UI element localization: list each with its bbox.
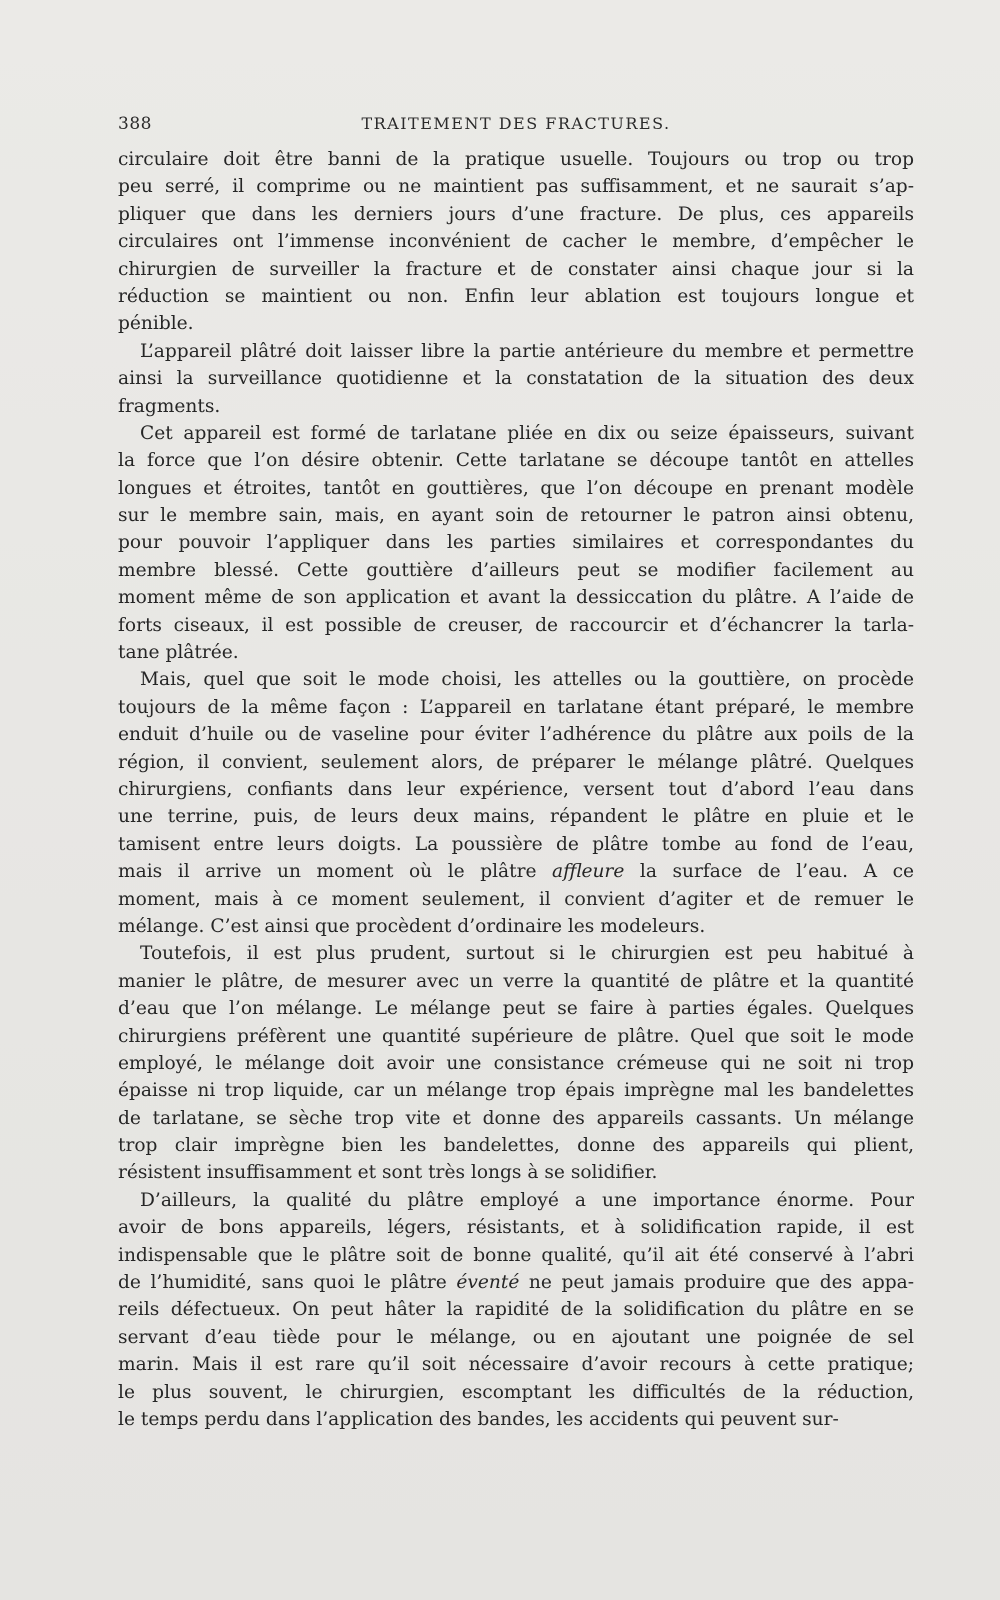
text-line: peu serré, il comprime ou ne maintient pas suffisamment, et ne saurait s’ap- [118,176,914,198]
paragraph [118,146,914,338]
text-line: mais il arrive un moment où le plâtre affleure la surface de l’eau. A ce [118,861,914,883]
text-line: mélange. C’est ainsi que procèdent d’ordinaire les modeleurs. [118,915,706,937]
text-line: région, il convient, seulement alors, de préparer le mélange plâtré. Quelques [118,751,914,773]
text-line: chirurgiens, confiants dans leur expérience, versent tout d’abord l’eau dans [118,778,914,800]
text-line: indispensable que le plâtre soit de bonne qualité, qu’il ait été conservé à l’abri [118,1244,914,1266]
text-line: moment même de son application et avant la dessiccation du plâtre. A l’aide de [118,587,914,609]
text-line: employé, le mélange doit avoir une consistance crémeuse qui ne soit ni trop [118,1052,914,1074]
text-line: sur le membre sain, mais, en ayant soin de retourner le patron ainsi obtenu, [118,505,914,527]
text-line: manier le plâtre, de mesurer avec un verre la quantité de plâtre et la quantité [118,970,914,992]
text-line: d’eau que l’on mélange. Le mélange peut se faire à parties égales. Quelques [118,998,914,1020]
paragraph [118,940,914,1187]
text-line: moment, mais à ce moment seulement, il convient d’agiter et de remuer le [118,888,914,910]
text-line: servant d’eau tiède pour le mélange, ou en ajoutant une poignée de sel [118,1326,914,1348]
paragraph [118,338,914,420]
text-line: reils défectueux. On peut hâter la rapidité de la solidification du plâtre en se [118,1299,914,1321]
text-line: Mais, quel que soit le mode choisi, les attelles ou la gouttière, on procède [140,669,914,691]
page-number: 388 [118,114,152,134]
text-line: pliquer que dans les derniers jours d’une fracture. De plus, ces appareils [118,203,914,225]
text-line: le plus souvent, le chirurgien, escomptant les difficultés de la réduction, [118,1381,914,1403]
text-line: membre blessé. Cette gouttière d’ailleurs peut se modifier facilement au [118,559,914,581]
paragraph [118,420,914,667]
text-line: L’appareil plâtré doit laisser libre la partie antérieure du membre et permettre [140,340,914,362]
text-line: toujours de la même façon : L’appareil en tarlatane étant préparé, le membre [118,696,914,718]
text-line: résistent insuffisamment et sont très longs à se solidifier. [118,1162,658,1184]
text-line: fragments. [118,395,221,417]
text-line: trop clair imprègne bien les bandelettes, donne des appareils qui plient, [118,1135,914,1157]
text-line: épaisse ni trop liquide, car un mélange trop épais imprègne mal les bandelettes [118,1080,914,1102]
text-line: tamisent entre leurs doigts. La poussière de plâtre tombe au fond de l’eau, [118,833,914,855]
page-header [118,114,914,144]
body-text [118,146,914,1433]
paragraph [118,1187,914,1434]
text-line: la force que l’on désire obtenir. Cette tarlatane se découpe tantôt en attelles [118,450,914,472]
text-line: ainsi la surveillance quotidienne et la constatation de la situation des deux [118,368,914,390]
text-line: chirurgien de surveiller la fracture et de constater ainsi chaque jour si la [118,258,914,280]
text-line: avoir de bons appareils, légers, résistants, et à solidification rapide, il est [118,1217,914,1239]
text-line: longues et étroites, tantôt en gouttières, que l’on découpe en prenant modèle [118,477,914,499]
italic-term: éventé [456,1272,520,1294]
text-line: enduit d’huile ou de vaseline pour éviter l’adhérence du plâtre aux poils de la [118,724,914,746]
text-line: pour pouvoir l’appliquer dans les parties similaires et correspondantes du [118,532,914,554]
text-line: réduction se maintient ou non. Enfin leur ablation est toujours longue et [118,285,914,307]
italic-term: affleure [552,861,625,883]
text-line: marin. Mais il est rare qu’il soit nécessaire d’avoir recours à cette pratique; [118,1354,914,1376]
text-line: de tarlatane, se sèche trop vite et donne des appareils cassants. Un mélange [118,1107,914,1129]
text-line: D’ailleurs, la qualité du plâtre employé a une importance énorme. Pour [140,1189,914,1211]
text-line: Cet appareil est formé de tarlatane pliée en dix ou seize épaisseurs, suivant [140,422,914,444]
text-line: le temps perdu dans l’application des bandes, les accidents qui peuvent sur- [118,1408,839,1430]
text-line: de l’humidité, sans quoi le plâtre éventé ne peut jamais produire que des appa- [118,1272,914,1294]
text-line: chirurgiens préfèrent une quantité supérieure de plâtre. Quel que soit le mode [118,1025,914,1047]
text-line: circulaires ont l’immense inconvénient de cacher le membre, d’empêcher le [118,231,914,253]
text-line: tane plâtrée. [118,642,239,664]
text-line: une terrine, puis, de leurs deux mains, répandent le plâtre en pluie et le [118,806,914,828]
text-line: pénible. [118,313,194,335]
text-line: circulaire doit être banni de la pratique usuelle. Toujours ou trop ou trop [118,149,914,170]
text-line: Toutefois, il est plus prudent, surtout si le chirurgien est peu habitué à [140,943,914,965]
paragraph [118,666,914,940]
text-line: forts ciseaux, il est possible de creuser, de raccourcir et d’échancrer la tarla- [118,614,914,636]
running-head: TRAITEMENT DES FRACTURES. [361,114,671,133]
